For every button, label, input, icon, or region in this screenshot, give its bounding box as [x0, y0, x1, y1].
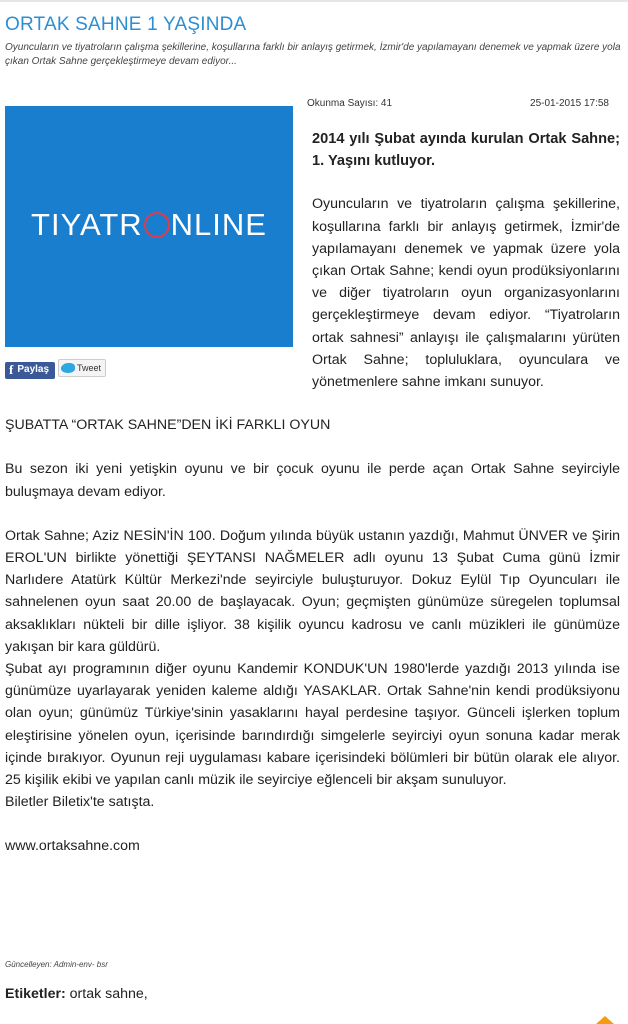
body-paragraph-2: Ortak Sahne; Aziz NESİN'İN 100. Doğum yılında büyük ustanın yazdığı, Mahmut ÜNVER ve Şirin EROL'UN birlikte yönettiği ŞEYTANSI NAĞMELER adlı oyunu 13 Şubat Cuma günü İzmir Narlıdere Atatürk Kültür Merkezi'nde seyirciyle buluşturuyor. Dokuz Eylül Tıp Oyuncuları ile sahnelenen oyun saat 20.00 de başlayacak. Oyun; geçmişten günümüze süregelen toplumsal aksaklıkları nükteli bir dille işliyor. 38 kişilik oyuncu kadrosu ve canlı müzikleri ile günümüze yakışan bir kara güldürü.	[5, 527, 620, 655]
top-divider	[0, 0, 628, 2]
facebook-share-button[interactable]	[5, 362, 55, 379]
tag-link[interactable]: ortak sahne,	[69, 986, 148, 1002]
editor-note: Güncelleyen: Admin-env- bsr	[5, 960, 108, 969]
article-body	[5, 106, 620, 858]
tags-row	[5, 986, 148, 1002]
facebook-share-label: Paylaş	[17, 363, 50, 375]
share-bar	[5, 361, 305, 379]
website-link[interactable]: www.ortaksahne.com	[5, 838, 140, 855]
facebook-icon: f	[9, 361, 14, 377]
read-count: Okunma Sayısı: 41	[307, 98, 393, 109]
tweet-button[interactable]	[58, 359, 106, 377]
scroll-top-icon[interactable]	[596, 1016, 614, 1024]
article-title: ORTAK SAHNE 1 YAŞINDA	[5, 14, 247, 35]
tags-label: Etiketler:	[5, 986, 66, 1002]
hero-logo-text: TIYATR NLINE	[31, 206, 267, 242]
article-lead: 2014 yılı Şubat ayında kurulan Ortak Sahne; 1. Yaşını kutluyor.	[312, 131, 620, 170]
article-date: 25-01-2015 17:58	[530, 98, 609, 109]
intro-paragraph: Oyuncuların ve tiyatroların çalışma şekillerine, koşullarına farklı bir anlayış getirmek, İzmir'de yapılamayanı denemek ve yapmak üzere yola çıkan Ortak Sahne; kendi oyun prodüksiyonlarını ve diğer tiyatroların oyun organizasyonlarını gerçekleştirmeye devam ediyor. “Tiyatroların ortak sahnesi” anlayışı ile çalışmalarını yürüten Ortak Sahne; topluluklara, oyunculara ve yönetmenlere sahne imkanı sunuyor.	[312, 196, 620, 391]
hero-image	[5, 106, 293, 347]
media-column	[5, 106, 305, 379]
twitter-bird-icon	[61, 363, 75, 373]
tweet-label: Tweet	[77, 362, 102, 373]
tickets-note: Biletler Biletix'te satışta.	[5, 794, 155, 811]
article-summary: Oyuncuların ve tiyatroların çalışma şekillerine, koşullarına farklı bir anlayış getirmek, İzmir'de yapılamayanı denemek ve yapmak üzere yola çıkan Ortak Sahne gerçekleştirmeye devam ediyor...	[5, 42, 621, 67]
body-paragraph-3: Şubat ayı programının diğer oyunu Kandemir KONDUK'UN 1980'lerde yazdığı 2013 yılında ise günümüze uyarlayarak yeniden kaleme aldığı YASAKLAR. Ortak Sahne'nin kendi prodüksiyonu olan oyun; günümüz Türkiye'sinin yasaklarını hayal perdesine taşıyor. Günceli işlerken toplum eleştirisine yönelen oyun, içerisinde barındırdığı simgelerle seyirciyi oyun sonuna kadar merak içinde bırakıyor. Oyunun reji uygulaması kabare içerisindeki bölümleri bir bütün olarak ele alıyor. 25 kişilik ekibi ve yapılan canlı müzik ile seyirciye eğlenceli bir akşam sunuluyor.	[5, 661, 620, 789]
body-paragraph-1: Bu sezon iki yeni yetişkin oyunu ve bir çocuk oyunu ile perde açan Ortak Sahne seyirciyle buluşmaya devam ediyor.	[5, 461, 620, 500]
section-heading: ŞUBATTA “ORTAK SAHNE”DEN İKİ FARKLI OYUN	[5, 417, 331, 434]
